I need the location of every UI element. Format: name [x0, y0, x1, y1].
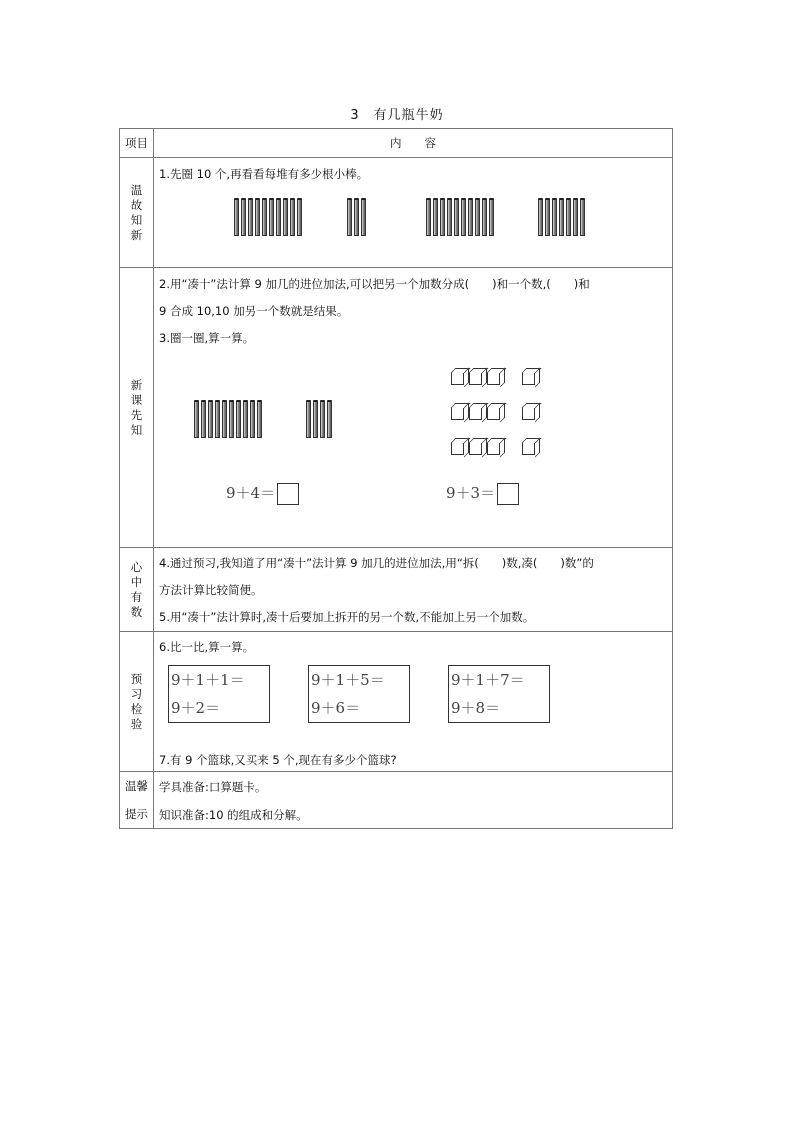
stick-bundle	[234, 198, 302, 236]
stick	[236, 400, 241, 438]
section-review	[154, 158, 673, 268]
stick	[194, 400, 199, 438]
section-mind	[154, 548, 673, 632]
tips-label-a: 温馨	[125, 779, 148, 793]
header-project	[120, 129, 154, 158]
stick	[489, 198, 494, 236]
stick	[573, 198, 578, 236]
question-2-line-1: 2.用“凑十”法计算 9 加几的进位加法,可以把另一个加数分成( )和一个数,( )和	[159, 277, 590, 291]
stick	[250, 400, 255, 438]
stick	[208, 400, 213, 438]
question-1: 1.先圈 10 个,再看看每堆有多少根小棒。	[159, 167, 369, 181]
section-check	[154, 632, 673, 772]
section-preview	[154, 268, 673, 548]
equation-right	[446, 482, 519, 505]
cube	[451, 407, 464, 420]
question-4-line-1: 4.通过预习,我知道了用“凑十”法计算 9 加几的进位加法,用“拆( )数,凑( )数”的	[159, 556, 594, 570]
question-4-line-2: 方法计算比较简便。	[159, 583, 263, 597]
worksheet-table	[119, 128, 673, 829]
stick	[433, 198, 438, 236]
cube	[522, 442, 535, 455]
section-label-check: 预习检验	[120, 632, 154, 772]
section-label-review: 温故知新	[120, 158, 154, 268]
answer-box-left[interactable]	[277, 483, 299, 505]
question-6: 6.比一比,算一算。	[159, 640, 255, 654]
compare-box-2-top: 9＋1＋5＝	[311, 671, 385, 689]
compare-box-1-top: 9＋1＋1＝	[171, 671, 245, 689]
compare-box-1-bottom: 9＋2＝	[171, 699, 221, 717]
section-tips	[154, 772, 673, 829]
compare-box-3	[448, 665, 550, 723]
stick	[580, 198, 585, 236]
stick	[354, 198, 359, 236]
page-title: 3 有几瓶牛奶	[350, 108, 444, 123]
cube	[469, 442, 482, 455]
compare-box-1	[168, 665, 270, 723]
stick	[229, 400, 234, 438]
stick	[440, 198, 445, 236]
compare-box-3-bottom: 9＋8＝	[451, 699, 501, 717]
stick	[538, 198, 543, 236]
cube	[487, 372, 500, 385]
stick	[559, 198, 564, 236]
header-content	[154, 129, 673, 158]
stick	[290, 198, 295, 236]
cube	[487, 407, 500, 420]
question-7: 7.有 9 个篮球,又买来 5 个,现在有多少个篮球?	[159, 753, 397, 767]
stick	[215, 400, 220, 438]
stick	[283, 198, 288, 236]
stick	[468, 198, 473, 236]
stick	[241, 198, 246, 236]
stick	[447, 198, 452, 236]
question-3: 3.圈一圈,算一算。	[159, 331, 255, 345]
stick	[426, 198, 431, 236]
cube	[451, 442, 464, 455]
compare-box-3-top: 9＋1＋7＝	[451, 671, 525, 689]
stick	[545, 198, 550, 236]
equation-left-text: 9＋4＝	[226, 484, 276, 502]
stick-bundle	[538, 198, 585, 236]
stick	[201, 400, 206, 438]
stick	[347, 198, 352, 236]
stick	[552, 198, 557, 236]
tips-line-1: 学具准备:口算题卡。	[159, 780, 267, 794]
stick	[327, 400, 332, 438]
cube	[487, 442, 500, 455]
stick	[482, 198, 487, 236]
section-label-preview: 新课先知	[120, 268, 154, 548]
cube	[522, 372, 535, 385]
cube	[451, 372, 464, 385]
tips-label-b: 提示	[125, 807, 148, 821]
stick	[320, 400, 325, 438]
header-project-text: 项目	[125, 136, 148, 150]
stick	[276, 198, 281, 236]
stick	[566, 198, 571, 236]
stick-bundle	[194, 400, 262, 438]
stick	[262, 198, 267, 236]
stick	[243, 400, 248, 438]
stick	[234, 198, 239, 236]
stick-bundle	[347, 198, 366, 236]
cube	[469, 407, 482, 420]
stick	[222, 400, 227, 438]
stick	[255, 198, 260, 236]
stick	[248, 198, 253, 236]
stick	[297, 198, 302, 236]
stick	[313, 400, 318, 438]
stick	[475, 198, 480, 236]
stick-bundle	[426, 198, 494, 236]
equation-right-text: 9＋3＝	[446, 484, 496, 502]
header-content-text: 内 容	[390, 136, 436, 150]
stick	[461, 198, 466, 236]
cube	[522, 407, 535, 420]
question-2-line-2: 9 合成 10,10 加另一个数就是结果。	[159, 304, 349, 318]
tips-line-2: 知识准备:10 的组成和分解。	[159, 808, 308, 822]
section-label-mind: 心中有数	[120, 548, 154, 632]
stick-bundle	[306, 400, 332, 438]
cube	[469, 372, 482, 385]
stick	[306, 400, 311, 438]
answer-box-right[interactable]	[497, 483, 519, 505]
question-5: 5.用“凑十”法计算时,凑十后要加上拆开的另一个数,不能加上另一个加数。	[159, 610, 535, 624]
stick	[454, 198, 459, 236]
compare-box-2-bottom: 9＋6＝	[311, 699, 361, 717]
stick	[257, 400, 262, 438]
stick	[269, 198, 274, 236]
compare-box-2	[308, 665, 410, 723]
equation-left	[226, 482, 299, 505]
stick	[361, 198, 366, 236]
section-label-tips	[120, 772, 154, 829]
